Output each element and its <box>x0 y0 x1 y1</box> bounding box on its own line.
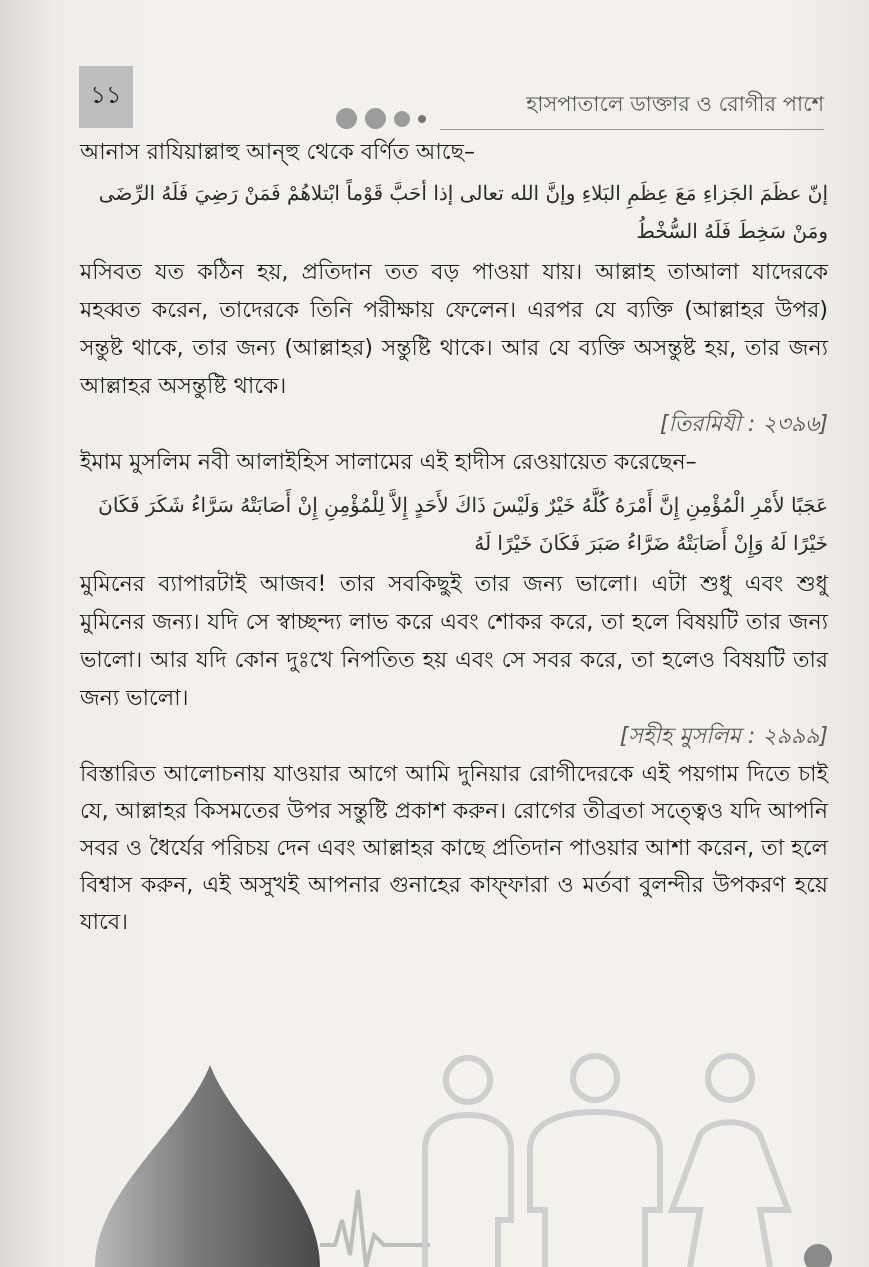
page-content <box>80 136 828 941</box>
arabic-hadith-1: إنّ عظَمَ الجَزاءِ مَعَ عِظَمِ البَلاءِ وإنَّ الله تعالى إذا أحَبَّ قَوْماً ابْتلاهُمْ فَمَنْ رَضِيَ فَلَهُ الرِّضَى ومَنْ سَخِطَ فَلَهُ السُّخْطُ <box>98 181 828 243</box>
header-dots <box>336 108 426 129</box>
paragraph-2: ইমাম মুসলিম নবী আলাইহিস সালামের এই হাদীস রেওয়ায়েত করেছেন– <box>80 450 697 475</box>
paragraph-3: মুমিনের ব্যাপারটাই আজব! তার সবকিছুই তার জন্য ভালো। এটা শুধু এবং শুধু মুমিনের জন্য। যদি সে স্বাচ্ছন্দ্য লাভ করে এবং শোকর করে, তা হলে বিষয়টি তার জন্য ভালো। আর যদি কোন দুঃখে নিপতিত হয় এবং সে সবর করে, তা হলেও বিষয়টি তার জন্য ভালো। <box>80 572 828 711</box>
person-head-icon <box>446 1058 490 1102</box>
page-number: ১১ <box>90 81 122 109</box>
page-number-box <box>79 66 133 128</box>
person-head-icon <box>573 1056 617 1100</box>
person-head-icon <box>708 1056 752 1100</box>
header-dot <box>365 108 386 129</box>
citation-1: [তিরমিযী : ২৩৯৬] <box>659 412 828 437</box>
heartbeat-line-icon <box>320 1190 430 1267</box>
person-body-icon <box>425 1115 511 1267</box>
corner-dot-icon <box>804 1244 832 1267</box>
person-body-icon <box>672 1122 788 1267</box>
header-dot <box>336 108 357 129</box>
paragraph-4: বিস্তারিত আলোচনায় যাওয়ার আগে আমি দুনিয়ার রোগীদেরকে এই পয়গাম দিতে চাই যে, আল্লাহর কিসমতের উপর সন্তুষ্টি প্রকাশ করুন। রোগের তীব্রতা সত্ত্বেও যদি আপনি সবর ও ধৈর্যের পরিচয় দেন এবং আল্লাহর কাছে প্রতিদান পাওয়ার আশা করেন, তা হলে বিশ্বাস করুন, এই অসুখই আপনার গুনাহের কাফ্ফারা ও মর্তবা বুলন্দীর উপকরণ হয়ে যাবে। <box>80 762 828 935</box>
header-dot <box>394 111 410 127</box>
person-body-icon <box>530 1112 660 1267</box>
blood-drop-icon <box>95 1065 320 1267</box>
citation-2: [সহীহ মুসলিম : ২৯৯৯] <box>619 724 828 749</box>
header-dot <box>418 115 426 123</box>
running-header: হাসপাতালে ডাক্তার ও রোগীর পাশে <box>440 88 824 130</box>
paragraph-1: মসিবত যত কঠিন হয়, প্রতিদান তত বড় পাওয়া যায়। আল্লাহ তাআলা যাদেরকে মহব্বত করেন, তাদেরকে তিনি পরীক্ষায় ফেলেন। এরপর যে ব্যক্তি (আল্লাহর উপর) সন্তুষ্ট থাকে, তার জন্য (আল্লাহর) সন্তুষ্টি থাকে। আর যে ব্যক্তি অসন্তুষ্ট হয়, তার জন্য আল্লাহর অসন্তুষ্টি থাকে। <box>80 260 828 399</box>
arabic-hadith-2: عَجَبًا لأَمْرِ الْمُؤْمِنِ إِنَّ أَمْرَهُ كُلَّهُ خَيْرٌ وَلَيْسَ ذَاكَ لأَحَدٍ إِلاَّ لِلْمُؤْمِنِ إِنْ أَصَابَتْهُ سَرَّاءُ شَكَرَ فَكَانَ خَيْرًا لَهُ وَإِنْ أَصَابَتْهُ ضَرَّاءُ صَبَرَ فَكَانَ خَيْرًا لَهُ <box>98 493 828 555</box>
intro-line: আনাস রাযিয়াল্লাহু আন্হু থেকে বর্ণিত আছে– <box>80 140 475 165</box>
medical-illustration <box>0 1040 869 1267</box>
